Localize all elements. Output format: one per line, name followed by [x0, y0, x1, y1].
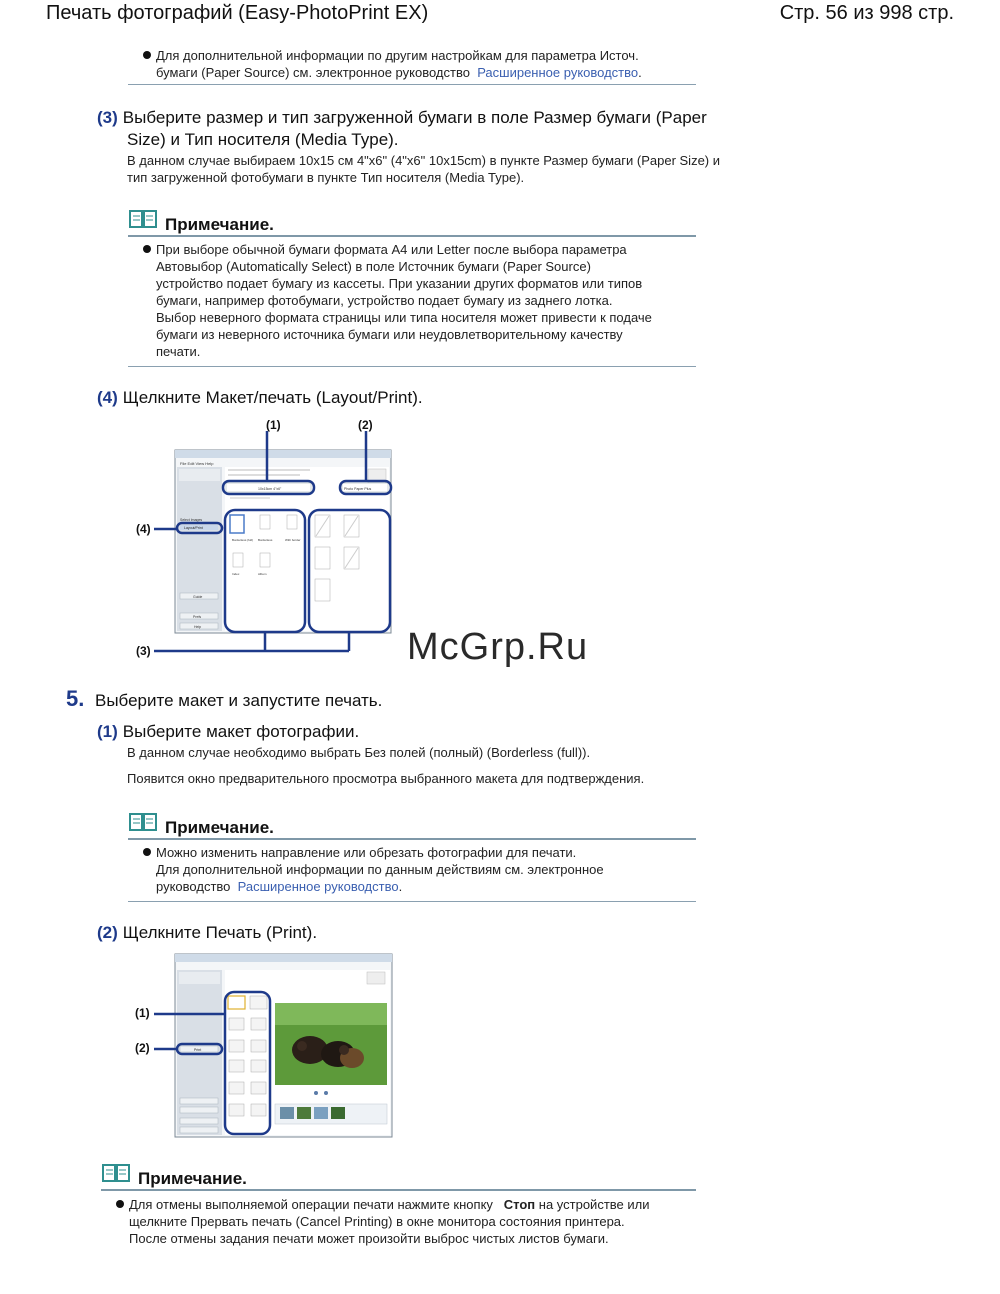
top-bullet-line2: бумаги (Paper Source) см. электронное руководство Расширенное руководство.	[156, 65, 642, 80]
top-bullet-line1: Для дополнительной информации по другим настройкам для параметра Источ.	[156, 48, 639, 63]
callout-2: (2)	[135, 1041, 150, 1055]
step-3-desc: В данном случае выбираем 10x15 см 4"x6" (4"x6" 10x15cm) в пункте Размер бумаги (Paper Size) и тип загруженной фотобумаги в пункте Тип носителя (Media Type).	[127, 153, 720, 185]
page-counter: Стр. 56 из 998 стр.	[779, 2, 954, 24]
step-number: (4)	[97, 388, 118, 407]
layout-album[interactable]: Album	[258, 572, 267, 576]
svg-text:Guide[interactable]: Guide	[193, 595, 203, 599]
divider	[128, 84, 696, 85]
book-icon	[129, 209, 157, 229]
callout-3: (3)	[136, 644, 151, 658]
print-button[interactable]: Print	[194, 1048, 202, 1052]
step-5-1: (1) Выберите макет фотографии.	[97, 722, 360, 741]
manual-link[interactable]: Расширенное руководство	[237, 879, 399, 894]
step-number: (1)	[97, 722, 118, 741]
paper-size-select[interactable]: 10x15cm 4"x6"	[258, 487, 282, 491]
sidebar-layout-print[interactable]: Layout/Print	[184, 526, 203, 530]
step-5-number: 5.	[66, 686, 85, 711]
book-icon	[129, 812, 157, 832]
note-bottom-rule	[128, 366, 696, 367]
layout-with-border[interactable]: With border	[285, 538, 301, 542]
note-title: Примечание.	[165, 818, 274, 837]
bullet-icon	[143, 245, 151, 253]
svg-text:Prefs[interactable]: Prefs	[193, 615, 202, 619]
bullet-icon	[143, 848, 151, 856]
step-number: (3)	[97, 108, 118, 127]
note-bottom-rule	[128, 901, 696, 902]
stop-button-name: Стоп	[503, 1197, 536, 1212]
layout-index[interactable]: Index	[232, 572, 240, 576]
note-top-rule	[128, 838, 696, 840]
note-top-rule	[101, 1189, 696, 1191]
top-bullet	[156, 47, 642, 81]
note-3-body: Для отмены выполняемой операции печати нажмите кнопку Стоп на устройстве или щелкните Прервать печать (Cancel Printing) в окне монитора состояния принтера. После отмены задания печати может произойти выброс чистых листов бумаги.	[129, 1196, 649, 1247]
media-type-select[interactable]: Photo Paper Plus	[344, 487, 372, 491]
step-5: Выберите макет и запустите печать.	[95, 691, 383, 710]
screenshot-print	[130, 950, 395, 1140]
step-5-1-desc2: Появится окно предварительного просмотра выбранного макета для подтверждения.	[127, 771, 645, 786]
bullet-icon	[143, 51, 151, 59]
sidebar-select-images[interactable]: Select Images	[180, 518, 203, 522]
step-number: (2)	[97, 923, 118, 942]
note-title: Примечание.	[138, 1169, 247, 1188]
document-title: Печать фотографий (Easy-PhotoPrint EX)	[46, 2, 429, 24]
bullet-icon	[116, 1200, 124, 1208]
step-5-2: (2) Щелкните Печать (Print).	[97, 923, 318, 942]
callout-4: (4)	[136, 522, 151, 536]
note-1-body: При выборе обычной бумаги формата A4 или Letter после выбора параметра Автовыбор (Automatically Select) в поле Источник бумаги (Paper Source) устройство подает бумагу из кассеты. При указании других форматов или типов бумаги, например фотобумаги, устройство подает бумагу из заднего лотка. Выбор неверного формата страницы или типа носителя может привести к подаче бумаги из неверного источника бумаги или неудовлетворительному качеству печати.	[156, 241, 652, 360]
callout-1: (1)	[266, 418, 281, 432]
watermark: McGrp.Ru	[407, 626, 589, 668]
menu-bar[interactable]: File Edit View Help	[180, 461, 214, 466]
step-3-line1: Выберите размер и тип загруженной бумаги в поле Размер бумаги (Paper	[122, 108, 707, 127]
note-title: Примечание.	[165, 215, 274, 234]
note-2-body: Можно изменить направление или обрезать фотографии для печати. Для дополнительной информации по данным действиям см. электронное руководство Расширенное руководство.	[156, 844, 604, 895]
note-top-rule	[128, 235, 696, 237]
step-4: (4) Щелкните Макет/печать (Layout/Print).	[97, 388, 423, 407]
manual-link[interactable]: Расширенное руководство	[477, 65, 639, 80]
layout-borderless-full[interactable]: Borderless (full)	[232, 538, 254, 542]
step-5-1-desc1: В данном случае необходимо выбрать Без полей (полный) (Borderless (full)).	[127, 745, 591, 760]
svg-text:Help[interactable]: Help	[194, 625, 202, 629]
step-3	[97, 107, 707, 129]
layout-borderless[interactable]: Borderless	[258, 538, 273, 542]
callout-2: (2)	[358, 418, 373, 432]
callout-1: (1)	[135, 1006, 150, 1020]
step-3-line2: Size) и Тип носителя (Media Type).	[127, 130, 399, 149]
book-icon	[102, 1163, 130, 1183]
screenshot-layout-print	[130, 415, 400, 665]
